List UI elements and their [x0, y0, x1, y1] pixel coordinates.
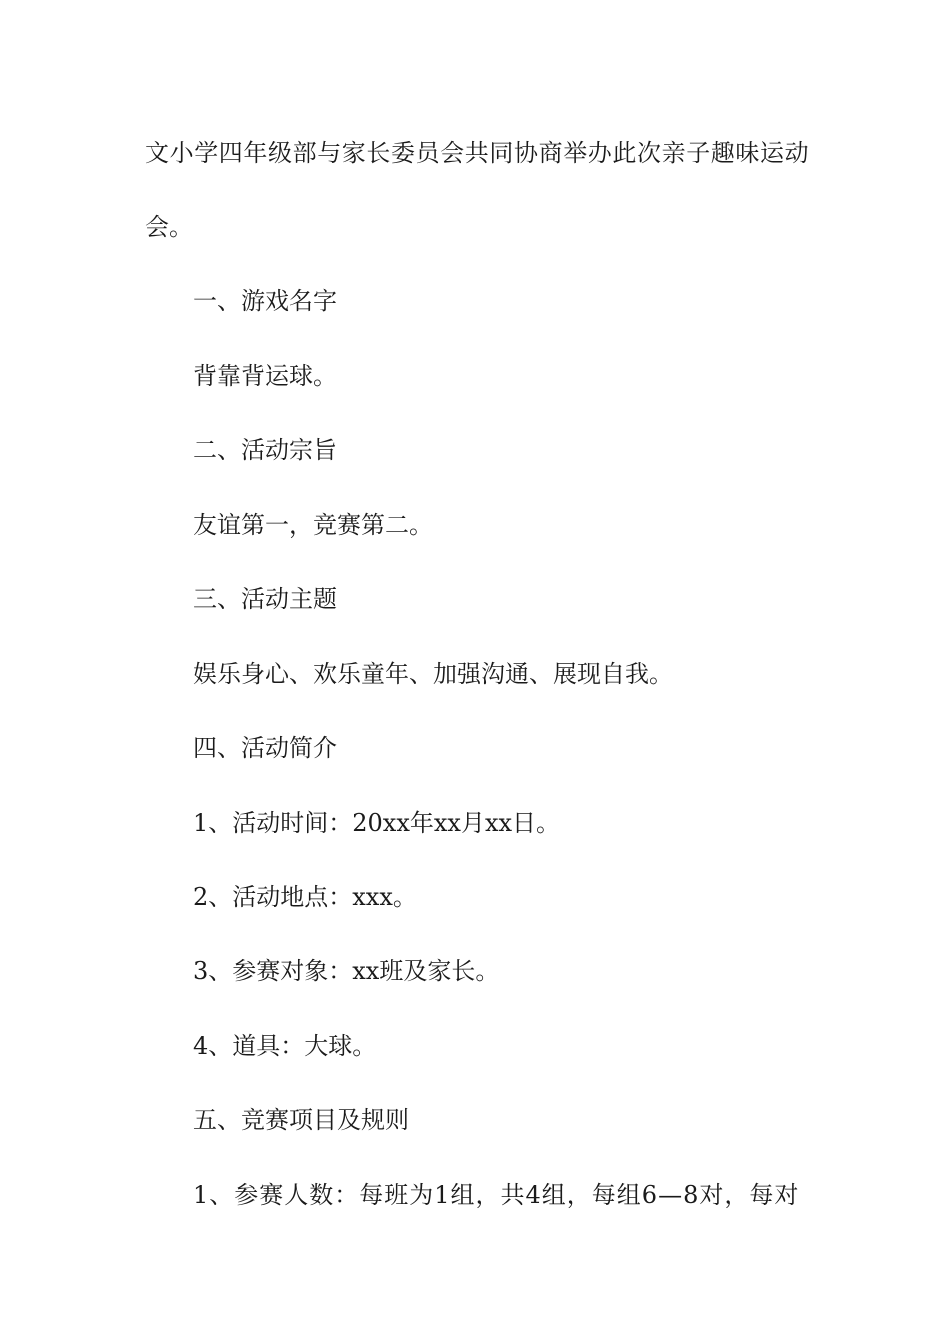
overview-item-participants: 3、参赛对象：xx班及家长。	[193, 957, 500, 985]
overview-item-equipment: 4、道具：大球。	[193, 1032, 377, 1060]
section-body-game-name: 背靠背运球。	[193, 362, 337, 390]
overview-item-time: 1、活动时间：20xx年xx月xx日。	[193, 809, 561, 837]
section-heading-rules: 五、竞赛项目及规则	[193, 1106, 409, 1134]
section-body-theme: 娱乐身心、欢乐童年、加强沟通、展现自我。	[193, 660, 673, 688]
section-heading-purpose: 二、活动宗旨	[193, 436, 337, 464]
section-heading-theme: 三、活动主题	[193, 585, 337, 613]
intro-line-2: 会。	[145, 213, 193, 241]
section-body-purpose: 友谊第一，竞赛第二。	[193, 511, 433, 539]
overview-item-location: 2、活动地点：xxx。	[193, 883, 417, 911]
rules-item-participant-count: 1、参赛人数：每班为1组，共4组，每组6—8对，每对	[193, 1181, 800, 1209]
intro-line-1: 文小学四年级部与家长委员会共同协商举办此次亲子趣味运动	[145, 139, 810, 167]
section-heading-game-name: 一、游戏名字	[193, 287, 337, 315]
section-heading-overview: 四、活动简介	[193, 734, 337, 762]
